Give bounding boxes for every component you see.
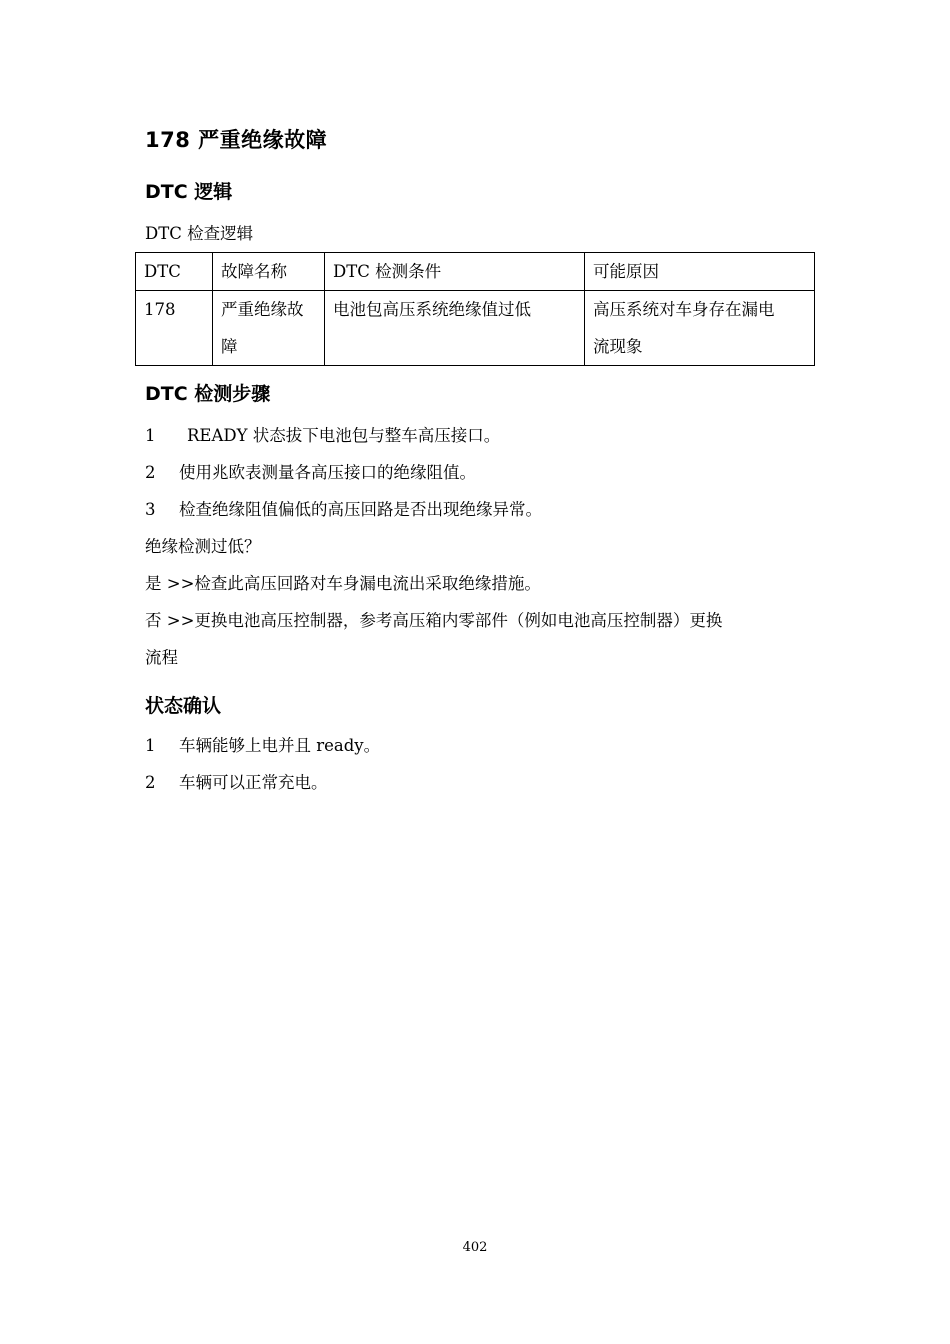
confirm-item [145,734,380,758]
cell-cause-line2: 流现象 [593,337,643,356]
no-branch: 否 >>更换电池高压控制器，参考高压箱内零部件（例如电池高压控制器）更换 [145,611,723,630]
question-text: 绝缘检测过低？ [145,537,261,556]
cell-fault-name [213,291,325,366]
header-condition: DTC 检测条件 [325,253,585,291]
cell-cause [585,291,815,366]
confirm-heading: 状态确认 [145,695,222,717]
confirm-number: 1 [145,736,156,755]
logic-heading: DTC 逻辑 [145,181,233,203]
step-item [145,498,542,522]
table-header-row [136,253,815,291]
header-cause: 可能原因 [585,253,815,291]
step-text: READY 状态拔下电池包与整车高压接口。 [187,426,501,445]
confirm-text: 车辆能够上电并且 ready。 [179,736,381,755]
cell-fault-name-line2: 障 [221,337,238,356]
section-title: 178 严重绝缘故障 [145,128,328,152]
step-number: 3 [145,500,156,519]
dtc-table [135,252,815,366]
step-number: 2 [145,463,156,482]
step-text: 检查绝缘阻值偏低的高压回路是否出现绝缘异常。 [179,500,542,519]
cell-fault-name-line1: 严重绝缘故 [221,300,304,319]
header-fault-name: 故障名称 [213,253,325,291]
confirm-number: 2 [145,773,156,792]
header-dtc: DTC [136,253,213,291]
table-row [136,291,815,366]
step-text: 使用兆欧表测量各高压接口的绝缘阻值。 [179,463,476,482]
steps-heading: DTC 检测步骤 [145,383,271,405]
page-number: 402 [462,1240,488,1255]
step-item [145,461,476,485]
step-number: 1 [145,426,156,445]
confirm-text: 车辆可以正常充电。 [179,773,328,792]
no-branch-continued: 流程 [145,648,178,667]
yes-branch: 是 >>检查此高压回路对车身漏电流出采取绝缘措施。 [145,574,541,593]
cell-condition: 电池包高压系统绝缘值过低 [325,291,585,366]
confirm-item [145,771,328,795]
logic-intro: DTC 检查逻辑 [145,224,254,243]
cell-cause-line1: 高压系统对车身存在漏电 [593,300,775,319]
step-item [145,424,500,448]
cell-dtc: 178 [136,291,213,366]
